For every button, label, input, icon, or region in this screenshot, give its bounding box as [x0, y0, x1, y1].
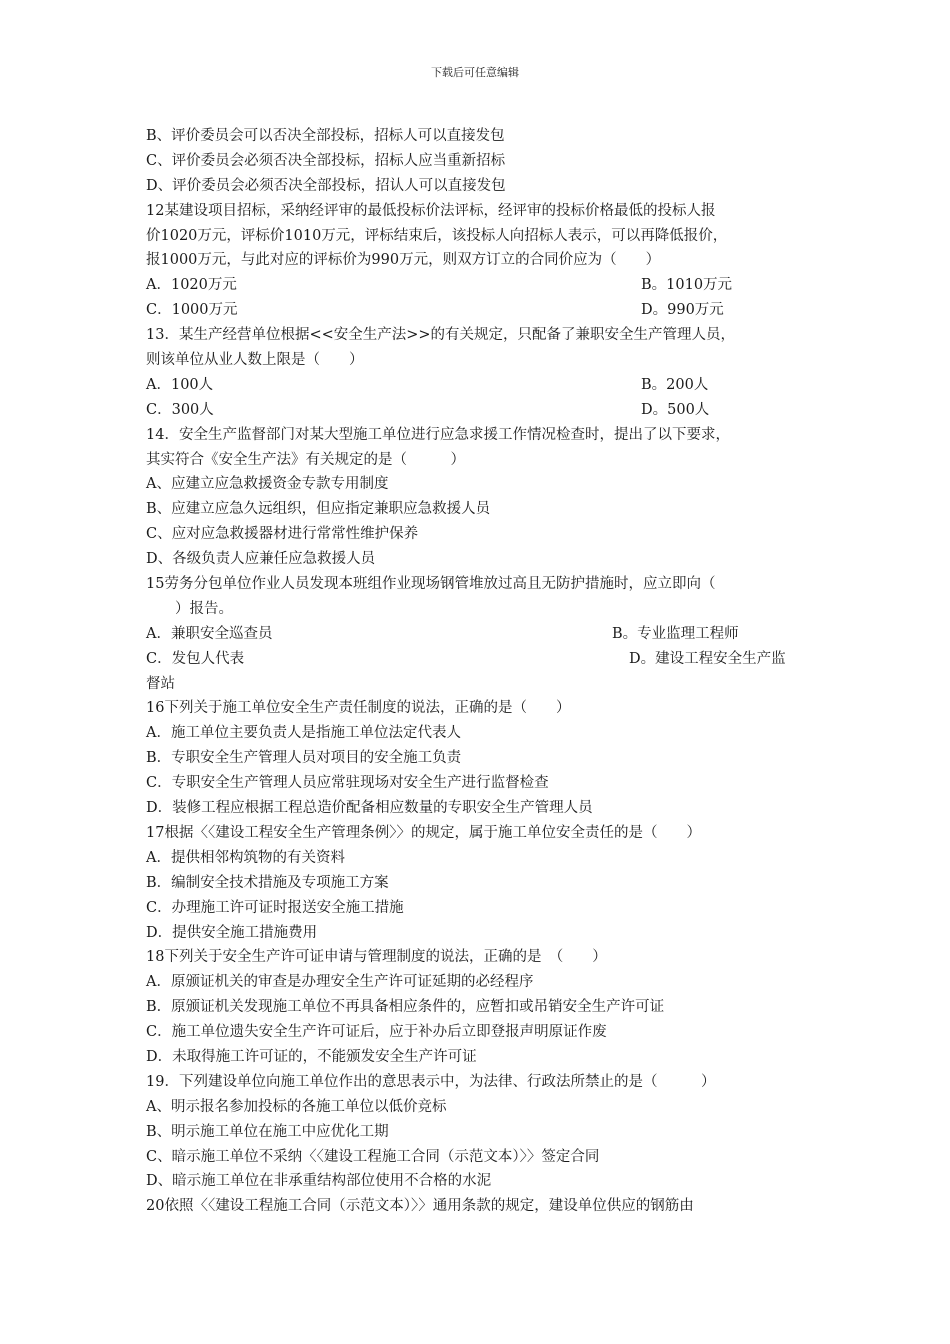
q15-option-d-tail: 督站 [146, 675, 175, 692]
q16-option-b: B．专职安全生产管理人员对项目的安全施工负责 [146, 750, 462, 767]
q12-stem-line: 12某建设项目招标，采纳经评审的最低投标价法评标，经评审的投标价格最低的投标人报 [146, 202, 716, 219]
q14-option-b: B、应建立应急久远组织，但应指定兼职应急救援人员 [146, 501, 491, 518]
q16-option-d: D．装修工程应根据工程总造价配备相应数量的专职安全生产管理人员 [146, 800, 593, 817]
q18-option-d: D．未取得施工许可证的，不能颁发安全生产许可证 [146, 1048, 477, 1065]
q17-stem: 17根据〈〈建设工程安全生产管理条例〉〉的规定，属于施工单位安全责任的是（ ） [146, 824, 701, 841]
q15-stem-line: ）报告。 [146, 600, 233, 617]
page-header: 下载后可任意编辑 [431, 66, 519, 79]
q19-option-b: B、明示施工单位在施工中应优化工期 [146, 1123, 389, 1140]
q15-option-d: D。建设工程安全生产监 [629, 650, 786, 667]
q12-option-row [146, 273, 811, 298]
q13-option-a: A．100人 [146, 376, 214, 393]
q13-option-c: C．300人 [146, 401, 214, 418]
q17-option-a: A．提供相邻构筑物的有关资料 [146, 849, 345, 866]
q13-option-row [146, 373, 811, 398]
q17-option-c: C．办理施工许可证时报送安全施工措施 [146, 899, 404, 916]
q14-option-a: A、应建立应急救援资金专款专用制度 [146, 476, 389, 493]
q15-option-a: A．兼职安全巡查员 [146, 625, 273, 642]
q16-option-a: A．施工单位主要负责人是指施工单位法定代表人 [146, 725, 461, 742]
q15-option-b: B。专业监理工程师 [612, 625, 739, 642]
q12-option-a: A．1020万元 [146, 277, 237, 294]
q15-option-c: C．发包人代表 [146, 650, 245, 667]
q13-stem-line: 13．某生产经营单位根据<<安全生产法>>的有关规定，只配备了兼职安全生产管理人员， [146, 327, 736, 344]
q18-option-b: B．原颁证机关发现施工单位不再具备相应条件的，应暂扣或吊销安全生产许可证 [146, 999, 665, 1016]
q13-option-row [146, 398, 811, 423]
q12-stem-line: 价1020万元，评标价1010万元，评标结束后，该投标人向招标人表示，可以再降低报价， [146, 227, 728, 244]
q14-stem-line: 14．安全生产监督部门对某大型施工单位进行应急求援工作情况检查时，提出了以下要求， [146, 426, 730, 443]
q19-option-d: D、暗示施工单位在非承重结构部位使用不合格的水泥 [146, 1173, 492, 1190]
q20-stem: 20依照〈〈建设工程施工合同（示范文本）〉〉通用条款的规定，建设单位供应的钢筋由 [146, 1198, 694, 1215]
q19-option-a: A、明示报名参加投标的各施工单位以低价竞标 [146, 1098, 447, 1115]
q13-option-d: D。500人 [641, 401, 710, 418]
q14-option-d: D、各级负责人应兼任应急救援人员 [146, 551, 376, 568]
q12-stem-line: 报1000万元，与此对应的评标价为990万元，则双方订立的合同价应为（ ） [146, 252, 661, 269]
q14-stem-line: 其实符合《安全生产法》有关规定的是（ ） [146, 451, 465, 468]
q12-option-c: C．1000万元 [146, 302, 238, 319]
q15-stem-line: 15劳务分包单位作业人员发现本班组作业现场钢管堆放过高且无防护措施时，应立即向（ [146, 576, 716, 593]
q11-option-d: D、评价委员会必须否决全部投标，招认人可以直接发包 [146, 177, 506, 194]
q13-option-b: B。200人 [641, 376, 709, 393]
q15-option-row [146, 622, 811, 647]
q19-stem: 19．下列建设单位向施工单位作出的意思表示中，为法律、行政法所禁止的是（ ） [146, 1073, 716, 1090]
q17-option-b: B．编制安全技术措施及专项施工方案 [146, 874, 389, 891]
q14-option-c: C、应对应急救援器材进行常常性维护保养 [146, 526, 419, 543]
q18-option-c: C．施工单位遗失安全生产许可证后，应于补办后立即登报声明原证作废 [146, 1024, 607, 1041]
q16-stem: 16下列关于施工单位安全生产责任制度的说法，正确的是（ ） [146, 700, 571, 717]
q13-stem-line: 则该单位从业人数上限是（ ） [146, 352, 364, 369]
q18-stem: 18下列关于安全生产许可证申请与管理制度的说法，正确的是 （ ） [146, 949, 607, 966]
q11-option-c: C、评价委员会必须否决全部投标，招标人应当重新招标 [146, 152, 506, 169]
q11-option-b: B、评价委员会可以否决全部投标，招标人可以直接发包 [146, 128, 505, 144]
q12-option-b: B。1010万元 [641, 277, 733, 294]
document-body [146, 124, 811, 1219]
q15-option-row [146, 647, 811, 672]
q12-option-d: D。990万元 [641, 302, 724, 319]
q16-option-c: C．专职安全生产管理人员应常驻现场对安全生产进行监督检查 [146, 775, 549, 792]
q12-option-row [146, 298, 811, 323]
q17-option-d: D．提供安全施工措施费用 [146, 924, 318, 941]
q18-option-a: A．原颁证机关的审查是办理安全生产许可证延期的必经程序 [146, 974, 534, 991]
q19-option-c: C、暗示施工单位不采纳〈〈建设工程施工合同（示范文本）〉〉签定合同 [146, 1148, 600, 1165]
